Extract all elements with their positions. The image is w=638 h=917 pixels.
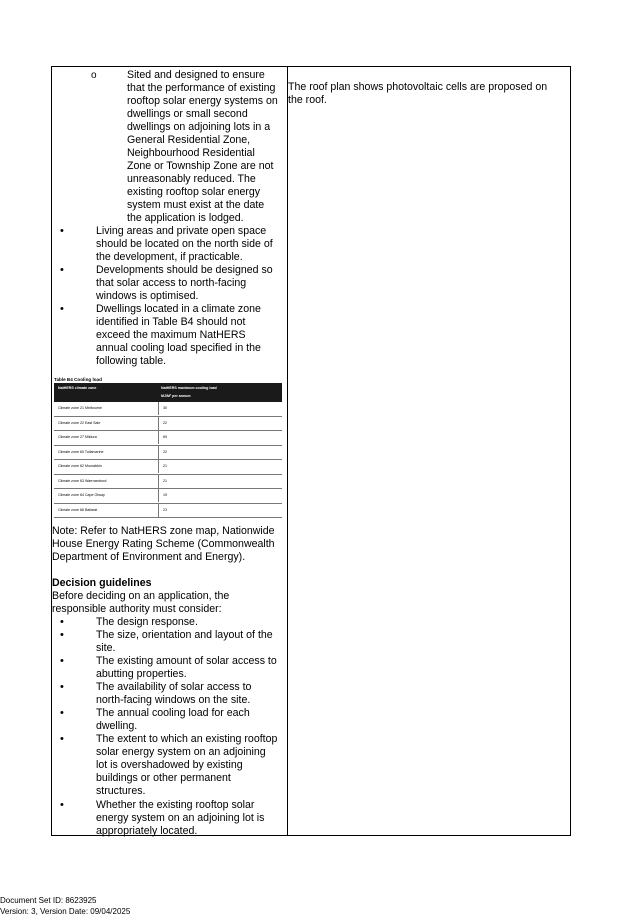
bullet-icon: •	[60, 733, 64, 745]
text-line: Department of Environment and Energy).	[52, 551, 246, 563]
text-line: House Energy Rating Scheme (Commonwealth	[52, 538, 275, 550]
zone-cell: Climate zone 66 Ballarat	[58, 507, 98, 512]
text-line: that the performance of existing	[127, 82, 276, 94]
bullet-icon: •	[60, 616, 64, 628]
zone-cell: Climate zone 62 Moorabbin	[58, 464, 102, 468]
text-line: The design response.	[96, 616, 198, 628]
text-line: the application is lodged.	[127, 212, 244, 224]
text-line: The existing amount of solar access to	[96, 655, 277, 667]
text-line: Sited and designed to ensure	[127, 69, 265, 81]
document-set-id: Document Set ID: 8623925	[0, 896, 97, 905]
text-line: exceed the maximum NatHERS	[96, 329, 246, 341]
load-cell: 69	[163, 435, 167, 439]
text-line: existing rooftop solar energy	[127, 186, 261, 198]
load-cell: 21	[163, 478, 167, 483]
zone-cell: Climate zone 21 Melbourne	[58, 406, 102, 410]
text-line: lot is overshadowed by existing	[96, 759, 243, 771]
header-climate-zone: NatHERS climate zone	[58, 386, 97, 390]
table-row	[54, 431, 282, 446]
text-line: The availability of solar access to	[96, 681, 252, 693]
text-line: site.	[96, 642, 116, 654]
text-line: Note: Refer to NatHERS zone map, Nationwide	[52, 525, 275, 537]
table-row	[54, 489, 282, 504]
bullet-icon: •	[60, 681, 64, 693]
text-line: The extent to which an existing rooftop	[96, 733, 278, 745]
decision-guidelines-heading: Decision guidelines	[52, 577, 152, 589]
load-cell: 22	[163, 420, 167, 425]
load-cell: 30	[163, 406, 167, 410]
circle-bullet-icon: o	[91, 70, 97, 81]
bullet-icon: •	[60, 629, 64, 641]
text-line: the development, if practicable.	[96, 251, 243, 263]
zone-cell: Climate zone 22 East Sale	[58, 420, 101, 425]
text-line: dwellings on adjoining lots in a	[127, 121, 271, 133]
bullet-icon: •	[60, 264, 64, 276]
text-line: system must exist at the date	[127, 199, 265, 211]
response-column	[288, 81, 570, 107]
text-line: that solar access to north-facing	[96, 277, 247, 289]
text-line: solar energy system on an adjoining	[96, 746, 266, 758]
text-line: Developments should be designed so	[96, 264, 273, 276]
column-divider	[287, 67, 288, 835]
table-row	[54, 504, 282, 519]
load-cell: 19	[163, 493, 167, 497]
bullet-icon: •	[60, 225, 64, 237]
text-line: energy system on an adjoining lot is	[96, 812, 265, 824]
zone-cell: Climate zone 63 Warrnambool	[58, 478, 107, 483]
load-cell: 23	[163, 507, 167, 512]
text-line: abutting properties.	[96, 668, 187, 680]
load-cell: 22	[163, 449, 167, 454]
text-line: dwellings or small second	[127, 108, 248, 120]
note-paragraph	[52, 525, 287, 564]
text-line: windows is optimised.	[96, 290, 199, 302]
decision-intro	[52, 590, 287, 616]
header-units: MJ/M² per annum	[161, 394, 191, 398]
text-line: responsible authority must consider:	[52, 603, 222, 615]
text-line: Living areas and private open space	[96, 225, 267, 237]
bullet-icon: •	[60, 799, 64, 811]
table-header	[54, 383, 282, 402]
text-line: The annual cooling load for each	[96, 707, 250, 719]
zone-cell: Climate zone 60 Tullamarine	[58, 449, 104, 454]
table-row	[54, 475, 282, 490]
bullet-icon: •	[60, 655, 64, 667]
bullet-icon: •	[60, 707, 64, 719]
text-line: appropriately located.	[96, 825, 198, 837]
text-line: Whether the existing rooftop solar	[96, 799, 255, 811]
response-line: the roof.	[288, 94, 327, 106]
text-line: The size, orientation and layout of the	[96, 629, 273, 641]
load-cell: 21	[163, 464, 167, 468]
text-line: General Residential Zone,	[127, 134, 251, 146]
text-line: north-facing windows on the site.	[96, 694, 251, 706]
table-row	[54, 460, 282, 475]
text-line: rooftop solar energy systems on	[127, 95, 278, 107]
text-line: Before deciding on an application, the	[52, 590, 230, 602]
table-row	[54, 417, 282, 432]
text-line: following table.	[96, 355, 167, 367]
text-line: structures.	[96, 785, 146, 797]
zone-cell: Climate zone 27 Mildura	[58, 435, 97, 439]
text-line: Zone or Township Zone are not	[127, 160, 274, 172]
bullet-icon: •	[60, 303, 64, 315]
assessment-table	[51, 66, 571, 836]
text-line: dwelling.	[96, 720, 138, 732]
text-line: annual cooling load specified in the	[96, 342, 261, 354]
response-line: The roof plan shows photovoltaic cells are proposed on	[288, 81, 548, 93]
cooling-load-table	[54, 377, 282, 518]
header-cooling-load: NatHERS maximum cooling load	[161, 386, 217, 390]
text-line: Dwellings located in a climate zone	[96, 303, 261, 315]
text-line: should be located on the north side of	[96, 238, 273, 250]
table-row	[54, 402, 282, 417]
table-row	[54, 446, 282, 461]
text-line: identified in Table B4 should not	[96, 316, 246, 328]
text-line: Neighbourhood Residential	[127, 147, 255, 159]
version-info: Version: 3, Version Date: 09/04/2025	[0, 907, 131, 916]
zone-cell: Climate zone 64 Cape Otway	[58, 493, 105, 497]
text-line: unreasonably reduced. The	[127, 173, 256, 185]
text-line: buildings or other permanent	[96, 772, 231, 784]
table-title: Table B4 Cooling load	[54, 377, 102, 382]
